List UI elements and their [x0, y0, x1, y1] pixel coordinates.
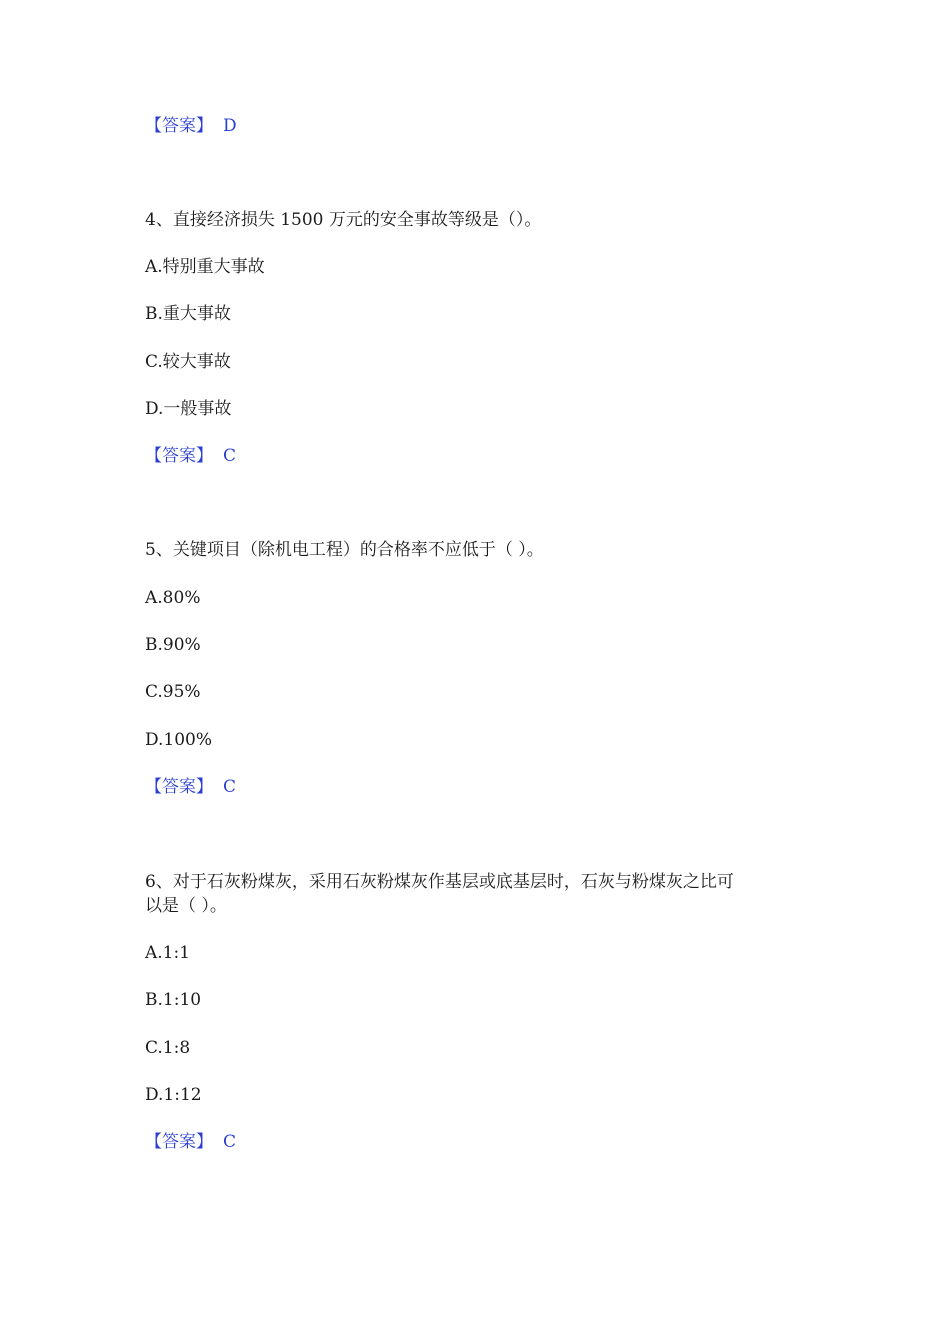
answer-label: 【答案】 — [145, 446, 213, 466]
q3-answer-row — [145, 114, 237, 138]
q4-option-b: B.重大事故 — [145, 304, 231, 324]
q5-option-b: B.90% — [145, 635, 201, 655]
q5-option-d: D.100% — [145, 730, 213, 750]
q6-question-line1: 6、对于石灰粉煤灰，采用石灰粉煤灰作基层或底基层时，石灰与粉煤灰之比可 — [145, 872, 734, 892]
answer-value: C — [223, 1132, 237, 1152]
q5-option-a: A.80% — [145, 588, 201, 608]
q4-question: 4、直接经济损失 1500 万元的安全事故等级是（）。 — [145, 210, 542, 230]
answer-label: 【答案】 — [145, 777, 213, 797]
q6-option-a: A.1:1 — [145, 943, 191, 963]
answer-value: C — [223, 446, 237, 466]
answer-label: 【答案】 — [145, 1132, 213, 1152]
q5-answer-row — [145, 775, 236, 799]
q4-option-d: D.一般事故 — [145, 399, 232, 419]
q6-answer-row — [145, 1130, 236, 1154]
q4-option-a: A.特别重大事故 — [145, 257, 265, 277]
q4-option-c: C.较大事故 — [145, 352, 231, 372]
answer-label: 【答案】 — [145, 116, 213, 136]
q6-option-b: B.1:10 — [145, 990, 202, 1010]
answer-value: C — [223, 777, 237, 797]
q6-question-line2: 以是（ ）。 — [145, 896, 227, 916]
q6-option-d: D.1:12 — [145, 1085, 202, 1105]
q6-option-c: C.1:8 — [145, 1038, 191, 1058]
answer-value: D — [223, 116, 237, 136]
q5-question: 5、关键项目（除机电工程）的合格率不应低于（ ）。 — [145, 540, 544, 560]
q4-answer-row — [145, 444, 236, 468]
q5-option-c: C.95% — [145, 682, 201, 702]
